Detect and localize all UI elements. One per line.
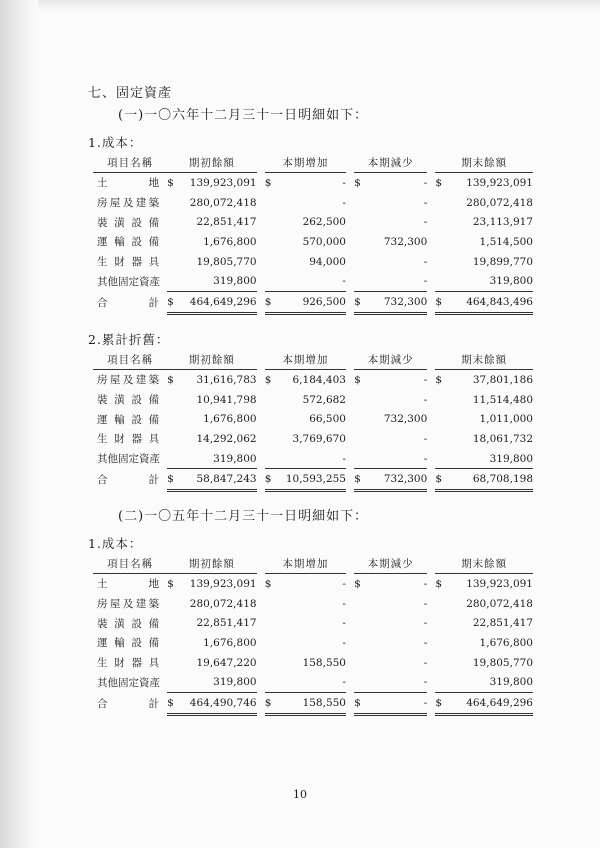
item-name: 合 計 <box>97 474 162 487</box>
currency-symbol <box>435 409 445 429</box>
amount-cell: - <box>423 275 428 288</box>
amount-cell: - <box>423 216 428 229</box>
currency-symbol <box>265 633 275 653</box>
cell-gap <box>346 173 354 193</box>
total-row <box>93 693 533 715</box>
amount-cell: 732,300 <box>364 292 427 314</box>
page-number: 10 <box>293 788 307 801</box>
cell-gap <box>427 574 435 594</box>
currency-symbol <box>354 390 364 410</box>
cell-gap <box>257 173 265 193</box>
amount-cell: 10,941,798 <box>196 393 257 406</box>
cell-gap <box>427 193 435 213</box>
amount-cell: - <box>342 275 346 288</box>
amount-cell: 139,923,091 <box>466 176 533 189</box>
cell-gap <box>257 653 265 673</box>
cell-gap <box>346 370 354 390</box>
amount-cell: 464,649,296 <box>446 693 533 715</box>
amount-cell: 319,800 <box>213 452 257 465</box>
currency-symbol <box>435 193 445 213</box>
amount-cell: 94,000 <box>309 255 346 268</box>
currency-symbol <box>354 212 364 232</box>
currency-symbol <box>435 271 445 291</box>
currency-symbol <box>167 212 177 232</box>
currency-symbol: $ <box>435 469 445 491</box>
column-header: 期末餘額 <box>435 553 533 574</box>
currency-symbol <box>265 594 275 614</box>
total-row <box>93 469 533 491</box>
item-name: 合 計 <box>97 697 162 710</box>
amount-cell: 19,647,220 <box>196 656 257 669</box>
table-row <box>93 594 533 614</box>
amount-cell: 23,113,917 <box>472 216 533 229</box>
cell-gap <box>427 173 435 193</box>
amount-cell: - <box>423 432 428 445</box>
amount-cell: - <box>342 176 346 189</box>
item-name: 生財器具 <box>97 256 162 269</box>
table-row <box>93 173 533 193</box>
column-header: 期初餘額 <box>167 349 256 370</box>
cell-gap <box>427 613 435 633</box>
item-name: 土 地 <box>97 177 162 190</box>
amount-cell: 464,649,296 <box>177 292 256 314</box>
table-row <box>93 429 533 449</box>
currency-symbol <box>354 449 364 469</box>
column-header: 項目名稱 <box>93 553 167 574</box>
item-name: 房屋及建築 <box>97 197 162 210</box>
amount-cell: 732,300 <box>383 413 428 426</box>
currency-symbol <box>167 252 177 272</box>
cell-gap <box>427 693 435 715</box>
item-name: 其他固定資產 <box>97 677 160 690</box>
amount-cell: 319,800 <box>213 676 257 689</box>
table-row <box>93 613 533 633</box>
cell-gap <box>427 653 435 673</box>
depreciation-title-2017: 2.累計折舊： <box>88 332 170 347</box>
amount-cell: 926,500 <box>275 292 346 314</box>
currency-symbol <box>265 613 275 633</box>
amount-cell: - <box>342 577 346 590</box>
period-heading-2017: (一)一〇六年十二月三十一日明細如下： <box>118 108 369 123</box>
column-header: 期初餘額 <box>167 152 256 173</box>
currency-symbol <box>265 390 275 410</box>
amount-cell: - <box>342 676 346 689</box>
cell-gap <box>346 271 354 291</box>
cell-gap <box>427 390 435 410</box>
amount-cell: 37,801,186 <box>472 373 533 386</box>
amount-cell: 464,843,496 <box>446 292 533 314</box>
column-gap <box>257 553 265 574</box>
amount-cell: - <box>342 636 346 649</box>
cell-gap <box>346 633 354 653</box>
section-title: 七、固定資產 <box>88 86 173 101</box>
column-gap <box>257 349 265 370</box>
amount-cell: - <box>364 693 427 715</box>
amount-cell: 1,011,000 <box>479 413 533 426</box>
currency-symbol <box>435 390 445 410</box>
currency-symbol: $ <box>167 373 174 386</box>
currency-symbol <box>435 653 445 673</box>
scan-top-shadow <box>38 0 600 10</box>
amount-cell: - <box>423 255 428 268</box>
cell-gap <box>257 672 265 692</box>
amount-cell: 19,899,770 <box>472 255 533 268</box>
amount-cell: 732,300 <box>364 469 427 491</box>
currency-symbol <box>354 232 364 252</box>
currency-symbol <box>435 252 445 272</box>
currency-symbol <box>435 212 445 232</box>
currency-symbol: $ <box>354 176 361 189</box>
cell-gap <box>427 672 435 692</box>
amount-cell: 10,593,255 <box>275 469 346 491</box>
amount-cell: 280,072,418 <box>466 196 533 209</box>
amount-cell: 280,072,418 <box>466 597 533 610</box>
amount-cell: 732,300 <box>383 235 428 248</box>
cost-table-2016 <box>93 553 533 716</box>
amount-cell: 139,923,091 <box>189 176 257 189</box>
cell-gap <box>257 633 265 653</box>
currency-symbol <box>167 409 177 429</box>
cell-gap <box>257 271 265 291</box>
currency-symbol: $ <box>264 373 272 386</box>
currency-symbol <box>354 193 364 213</box>
currency-symbol: $ <box>265 469 275 491</box>
cell-gap <box>427 469 435 491</box>
item-name: 裝潢設備 <box>97 394 162 407</box>
amount-cell: 1,514,500 <box>479 235 533 248</box>
amount-cell: 158,550 <box>302 656 346 669</box>
currency-symbol: $ <box>354 373 361 386</box>
currency-symbol <box>435 672 445 692</box>
currency-symbol <box>167 390 177 410</box>
cell-gap <box>346 212 354 232</box>
cell-gap <box>427 370 435 390</box>
item-name: 運輸設備 <box>97 413 162 426</box>
amount-cell: 3,769,670 <box>292 432 346 445</box>
currency-symbol: $ <box>435 373 443 386</box>
currency-symbol <box>167 613 177 633</box>
currency-symbol <box>354 252 364 272</box>
column-gap <box>346 553 354 574</box>
item-name: 土 地 <box>97 578 162 591</box>
currency-symbol <box>167 193 177 213</box>
currency-symbol: $ <box>264 176 272 189</box>
amount-cell: 280,072,418 <box>189 196 257 209</box>
item-name: 運輸設備 <box>97 637 162 650</box>
amount-cell: 464,490,746 <box>177 693 256 715</box>
total-row <box>93 292 533 314</box>
column-header: 期末餘額 <box>435 152 533 173</box>
amount-cell: 1,676,800 <box>203 636 257 649</box>
currency-symbol <box>265 193 275 213</box>
table-row <box>93 193 533 213</box>
currency-symbol: $ <box>167 469 177 491</box>
table-row <box>93 370 533 390</box>
currency-symbol <box>265 672 275 692</box>
column-header: 本期增加 <box>265 553 346 574</box>
period-heading-2016: (二)一〇五年十二月三十一日明細如下： <box>118 509 369 524</box>
cost-title-2017: 1.成本： <box>88 135 143 150</box>
amount-cell: - <box>423 617 428 630</box>
amount-cell: 570,000 <box>302 235 346 248</box>
cell-gap <box>346 469 354 491</box>
cell-gap <box>346 672 354 692</box>
cell-gap <box>257 292 265 314</box>
column-gap <box>346 152 354 173</box>
cell-gap <box>257 390 265 410</box>
cost-title-2016: 1.成本： <box>88 536 143 551</box>
cell-gap <box>346 292 354 314</box>
table-row <box>93 409 533 429</box>
depreciation-table-2017 <box>93 349 533 492</box>
amount-cell: - <box>423 452 428 465</box>
currency-symbol <box>265 212 275 232</box>
currency-symbol <box>354 613 364 633</box>
currency-symbol: $ <box>265 292 275 314</box>
currency-symbol: $ <box>435 292 445 314</box>
item-name: 運輸設備 <box>97 236 162 249</box>
currency-symbol: $ <box>435 176 443 189</box>
column-gap <box>427 349 435 370</box>
amount-cell: 19,805,770 <box>196 255 257 268</box>
item-name: 裝潢設備 <box>97 617 162 630</box>
amount-cell: 139,923,091 <box>466 577 533 590</box>
cell-gap <box>427 252 435 272</box>
amount-cell: 319,800 <box>489 452 533 465</box>
column-header: 本期增加 <box>265 349 346 370</box>
cell-gap <box>427 633 435 653</box>
cell-gap <box>346 232 354 252</box>
cell-gap <box>427 271 435 291</box>
cell-gap <box>346 409 354 429</box>
currency-symbol: $ <box>354 577 361 590</box>
amount-cell: 1,676,800 <box>479 636 533 649</box>
column-header: 本期增加 <box>265 152 346 173</box>
cell-gap <box>257 252 265 272</box>
item-name: 其他固定資產 <box>97 276 160 289</box>
column-gap <box>427 553 435 574</box>
amount-cell: 1,676,800 <box>203 413 257 426</box>
currency-symbol <box>354 409 364 429</box>
currency-symbol: $ <box>167 292 177 314</box>
item-name: 生財器具 <box>97 657 162 670</box>
amount-cell: 22,851,417 <box>472 617 533 630</box>
amount-cell: 18,061,732 <box>472 432 533 445</box>
currency-symbol <box>265 252 275 272</box>
column-gap <box>346 349 354 370</box>
cell-gap <box>427 232 435 252</box>
amount-cell: 280,072,418 <box>189 597 257 610</box>
table-header-row <box>93 349 533 370</box>
currency-symbol: $ <box>265 693 275 715</box>
cell-gap <box>257 574 265 594</box>
amount-cell: 6,184,403 <box>292 373 346 386</box>
currency-symbol <box>265 409 275 429</box>
currency-symbol <box>435 232 445 252</box>
currency-symbol: $ <box>264 577 272 590</box>
item-name: 裝潢設備 <box>97 216 162 229</box>
amount-cell: 68,708,198 <box>446 469 533 491</box>
currency-symbol <box>265 232 275 252</box>
cell-gap <box>257 693 265 715</box>
currency-symbol: $ <box>167 693 177 715</box>
column-header: 項目名稱 <box>93 349 167 370</box>
amount-cell: - <box>423 393 428 406</box>
currency-symbol <box>354 594 364 614</box>
cell-gap <box>257 212 265 232</box>
amount-cell: 319,800 <box>489 676 533 689</box>
cell-gap <box>346 693 354 715</box>
item-name: 房屋及建築 <box>97 374 162 387</box>
currency-symbol: $ <box>354 292 364 314</box>
amount-cell: 58,847,243 <box>177 469 256 491</box>
cell-gap <box>257 232 265 252</box>
table-row <box>93 271 533 291</box>
table-row <box>93 449 533 469</box>
cell-gap <box>257 370 265 390</box>
table-header-row <box>93 553 533 574</box>
cell-gap <box>346 574 354 594</box>
amount-cell: - <box>342 597 346 610</box>
table-row <box>93 232 533 252</box>
amount-cell: 19,805,770 <box>472 656 533 669</box>
amount-cell: 31,616,783 <box>196 373 257 386</box>
currency-symbol <box>435 633 445 653</box>
cell-gap <box>427 212 435 232</box>
table-row <box>93 653 533 673</box>
cell-gap <box>346 594 354 614</box>
table-row <box>93 252 533 272</box>
scan-edge-shadow <box>0 0 38 848</box>
cell-gap <box>346 390 354 410</box>
cell-gap <box>257 613 265 633</box>
currency-symbol: $ <box>435 693 445 715</box>
cell-gap <box>427 429 435 449</box>
currency-symbol: $ <box>354 469 364 491</box>
currency-symbol: $ <box>435 577 443 590</box>
cell-gap <box>257 409 265 429</box>
column-header: 項目名稱 <box>93 152 167 173</box>
amount-cell: - <box>342 196 346 209</box>
table-row <box>93 672 533 692</box>
amount-cell: - <box>423 196 428 209</box>
currency-symbol <box>354 653 364 673</box>
table-row <box>93 212 533 232</box>
cell-gap <box>346 252 354 272</box>
amount-cell: - <box>342 452 346 465</box>
table-row <box>93 574 533 594</box>
currency-symbol <box>167 271 177 291</box>
currency-symbol: $ <box>167 577 174 590</box>
currency-symbol <box>265 449 275 469</box>
amount-cell: - <box>423 597 428 610</box>
amount-cell: 22,851,417 <box>196 216 257 229</box>
column-header: 本期減少 <box>354 553 427 574</box>
currency-symbol <box>435 449 445 469</box>
amount-cell: - <box>423 676 428 689</box>
currency-symbol <box>167 232 177 252</box>
cell-gap <box>346 429 354 449</box>
currency-symbol <box>167 653 177 673</box>
cell-gap <box>427 292 435 314</box>
cell-gap <box>427 594 435 614</box>
item-name: 其他固定資產 <box>97 453 160 466</box>
currency-symbol <box>354 271 364 291</box>
currency-symbol <box>167 429 177 449</box>
amount-cell: - <box>423 636 428 649</box>
cell-gap <box>346 449 354 469</box>
currency-symbol <box>354 633 364 653</box>
column-gap <box>257 152 265 173</box>
amount-cell: 572,682 <box>302 393 346 406</box>
amount-cell: 319,800 <box>489 275 533 288</box>
amount-cell: 262,500 <box>302 216 346 229</box>
column-header: 本期減少 <box>354 152 427 173</box>
currency-symbol <box>354 672 364 692</box>
table-row <box>93 633 533 653</box>
currency-symbol <box>435 594 445 614</box>
cell-gap <box>257 193 265 213</box>
amount-cell: 22,851,417 <box>196 617 257 630</box>
currency-symbol <box>354 429 364 449</box>
currency-symbol <box>435 429 445 449</box>
amount-cell: 158,550 <box>275 693 346 715</box>
item-name: 生財器具 <box>97 433 162 446</box>
currency-symbol: $ <box>167 176 174 189</box>
currency-symbol <box>167 633 177 653</box>
table-row <box>93 390 533 410</box>
amount-cell: 66,500 <box>309 413 346 426</box>
currency-symbol <box>265 271 275 291</box>
cell-gap <box>346 613 354 633</box>
cell-gap <box>427 449 435 469</box>
currency-symbol <box>167 672 177 692</box>
currency-symbol <box>167 594 177 614</box>
column-header: 期末餘額 <box>435 349 533 370</box>
amount-cell: - <box>342 617 346 630</box>
cost-table-2017 <box>93 152 533 315</box>
amount-cell: 319,800 <box>213 275 257 288</box>
amount-cell: - <box>423 577 428 590</box>
column-header: 期初餘額 <box>167 553 256 574</box>
currency-symbol <box>265 653 275 673</box>
item-name: 房屋及建築 <box>97 598 162 611</box>
cell-gap <box>257 594 265 614</box>
column-header: 本期減少 <box>354 349 427 370</box>
cell-gap <box>257 449 265 469</box>
table-header-row <box>93 152 533 173</box>
cell-gap <box>346 193 354 213</box>
currency-symbol <box>265 429 275 449</box>
currency-symbol <box>435 613 445 633</box>
amount-cell: 14,292,062 <box>196 432 257 445</box>
amount-cell: 139,923,091 <box>189 577 257 590</box>
amount-cell: - <box>423 656 428 669</box>
currency-symbol: $ <box>354 693 364 715</box>
item-name: 合 計 <box>97 296 162 309</box>
amount-cell: - <box>423 373 428 386</box>
cell-gap <box>346 653 354 673</box>
amount-cell: 11,514,480 <box>472 393 533 406</box>
column-gap <box>427 152 435 173</box>
amount-cell: 1,676,800 <box>203 235 257 248</box>
cell-gap <box>427 409 435 429</box>
cell-gap <box>257 469 265 491</box>
currency-symbol <box>167 449 177 469</box>
cell-gap <box>257 429 265 449</box>
amount-cell: - <box>423 176 428 189</box>
